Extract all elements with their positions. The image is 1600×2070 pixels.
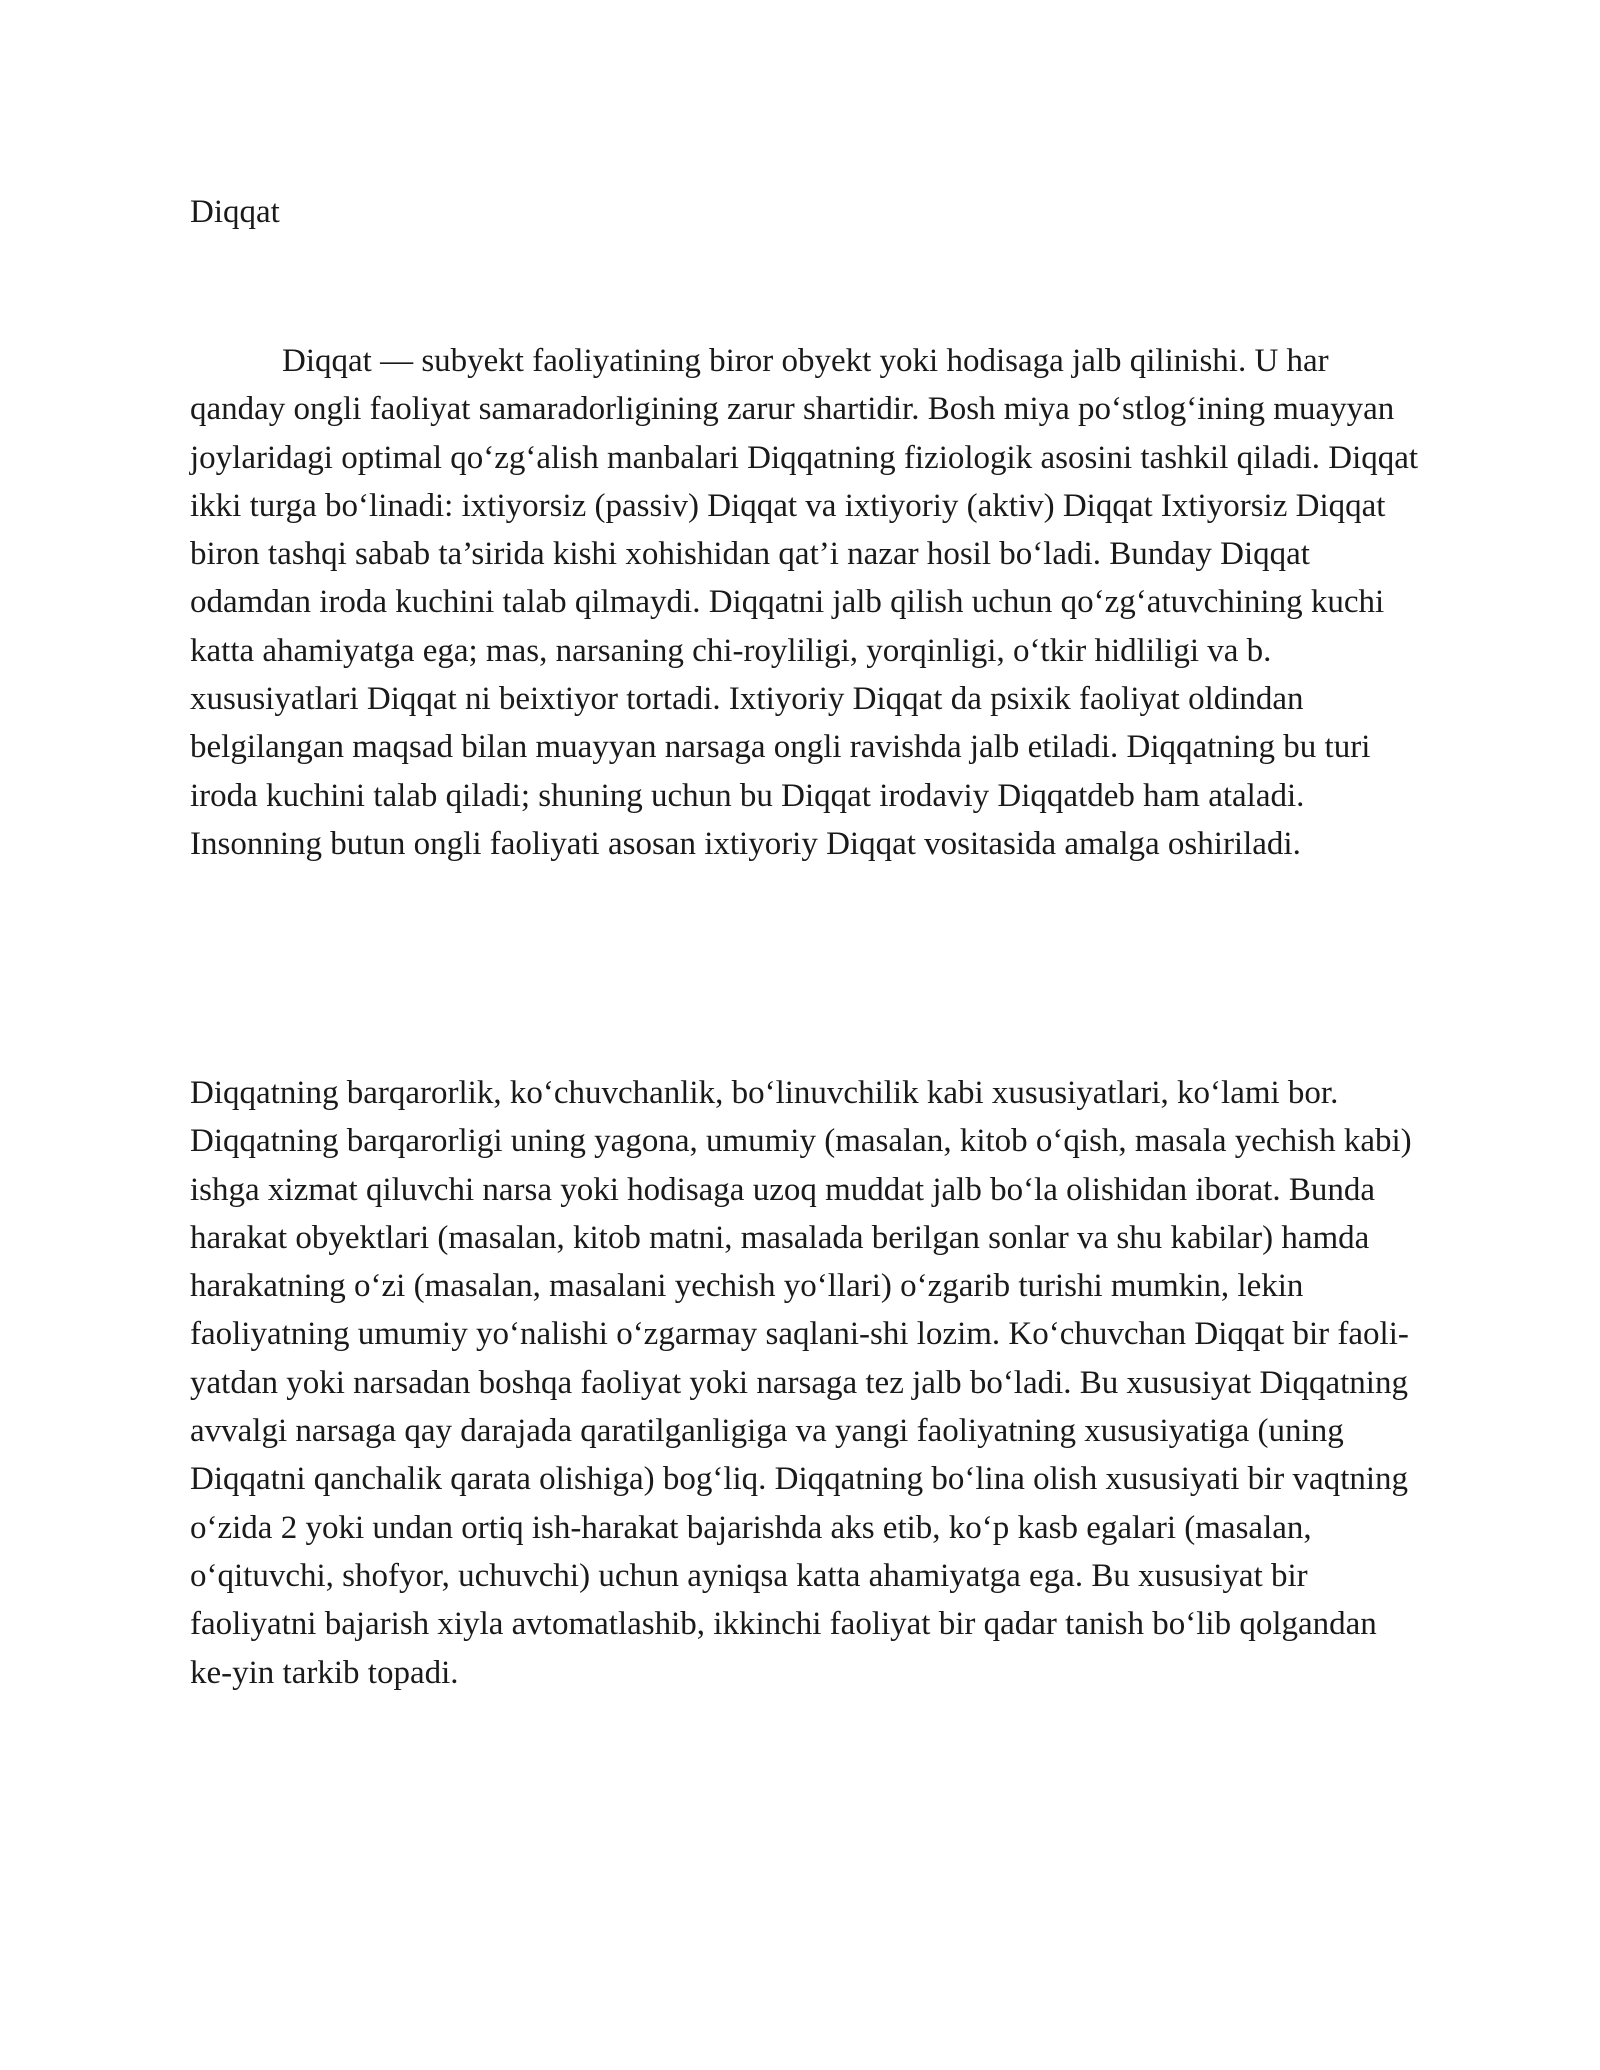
paragraph-1: Diqqat — subyekt faoliyatining biror obyekt yoki hodisaga jalb qilinishi. U har qanday ongli faoliyat samaradorligining zarur shartidir. Bosh miya po‘stlog‘ining muayyan joylaridagi optimal qo‘zg‘alish manbalari Diqqatning fiziologik asosini tashkil qiladi. Diqqat ikki turga bo‘linadi: ixtiyorsiz (passiv) Diqqat va ixtiyoriy (aktiv) Diqqat Ixtiyorsiz Diqqat biron tashqi sabab ta’sirida kishi xohishidan qat’i nazar hosil bo‘ladi. Bunday Diqqat odamdan iroda kuchini talab qilmaydi. Diqqatni jalb qilish uchun qo‘zg‘atuvchining kuchi katta ahamiyatga ega; mas, narsaning chi-royliligi, yorqinligi, o‘tkir hidliligi va b. xususiyatlari Diqqat ni beixtiyor tortadi. Ixtiyoriy Diqqat da psixik faoliyat oldindan belgilangan maqsad bilan muayyan narsaga ongli ravishda jalb etiladi. Diqqatning bu turi iroda kuchini talab qiladi; shuning uchun bu Diqqat irodaviy Diqqatdeb ham ataladi. Insonning butun ongli faoliyati asosan ixtiyoriy Diqqat vositasida amalga oshiriladi. (190, 343, 1419, 862)
document-title: Diqqat (190, 194, 280, 230)
paragraph-2: Diqqatning barqarorlik, ko‘chuvchanlik, bo‘linuvchilik kabi xususiyatlari, ko‘lami bor. Diqqatning barqarorligi uning yagona, umumiy (masalan, kitob o‘qish, masala yechish kabi) ishga xizmat qiluvchi narsa yoki hodisaga uzoq muddat jalb bo‘la olishidan iborat. Bunda harakat obyektlari (masalan, kitob matni, masalada berilgan sonlar va shu kabilar) hamda harakatning o‘zi (masalan, masalani yechish yo‘llari) o‘zgarib turishi mumkin, lekin faoliyatning umumiy yo‘nalishi o‘zgarmay saqlani-shi lozim. Ko‘chuvchan Diqqat bir faoli-yatdan yoki narsadan boshqa faoliyat yoki narsaga tez jalb bo‘ladi. Bu xususiyat Diqqatning avvalgi narsaga qay darajada qaratilganligiga va yangi faoliyatning xususiyatiga (uning Diqqatni qanchalik qarata olishiga) bog‘liq. Diqqatning bo‘lina olish xususiyati bir vaqtning o‘zida 2 yoki undan ortiq ish-harakat bajarishda aks etib, ko‘p kasb egalari (masalan, o‘qituvchi, shofyor, uchuvchi) uchun ayniqsa katta ahamiyatga ega. Bu xususiyat bir faoliyatni bajarish xiyla avtomatlashib, ikkinchi faoliyat bir qadar tanish bo‘lib qolgandan ke-yin tarkib topadi. (190, 1075, 1412, 1691)
